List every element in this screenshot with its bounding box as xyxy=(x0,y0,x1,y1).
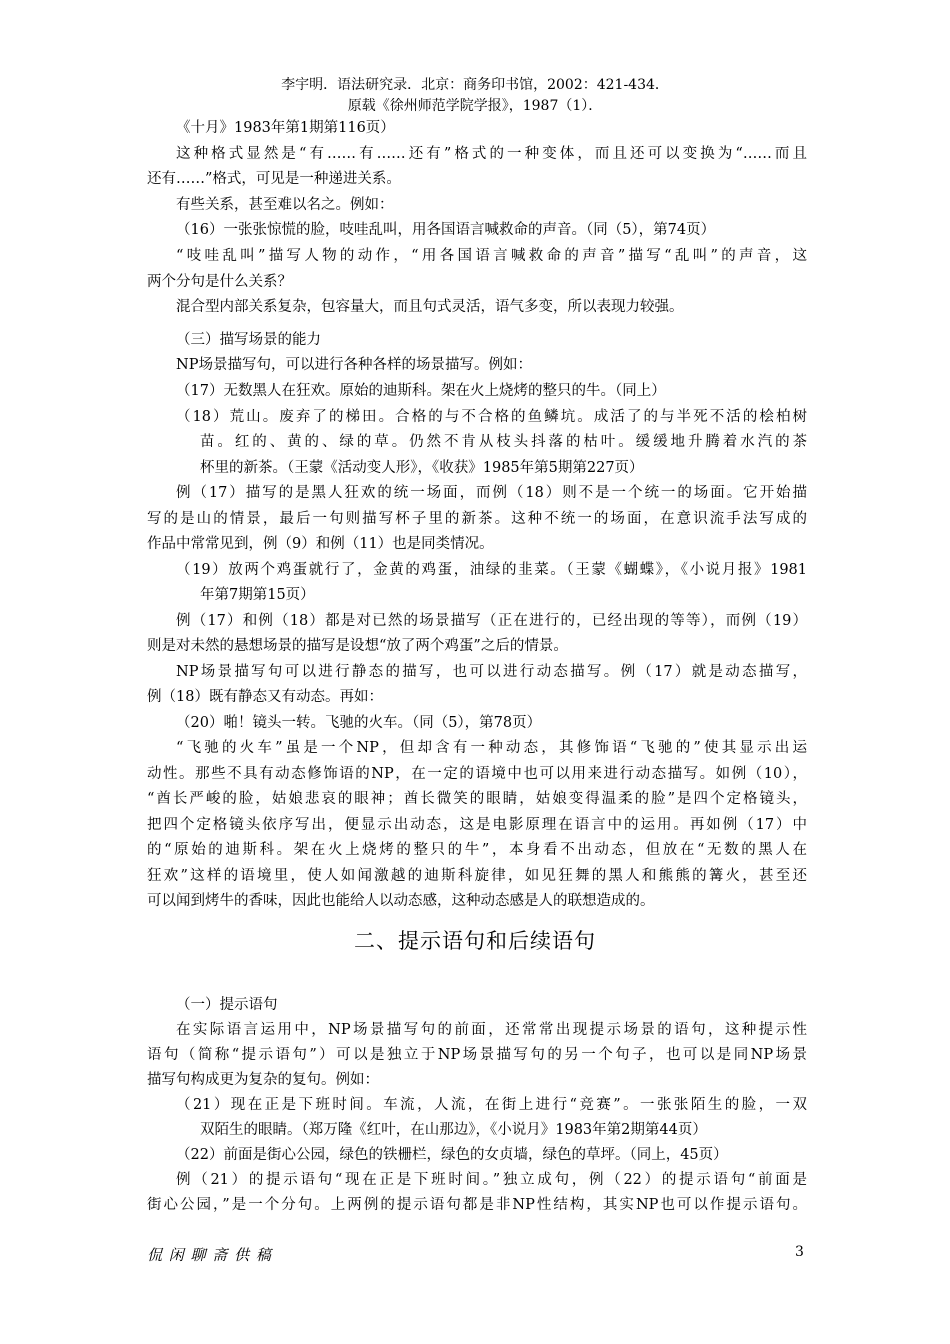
section-heading: 二、提示语句和后续语句 xyxy=(354,929,596,953)
text-line: 混合型内部关系复杂，包容量大，而且句式灵活，语气多变，所以表现力较强。 xyxy=(176,299,684,315)
text-line: 作品中常常见到，例（9）和例（11）也是同类情况。 xyxy=(147,536,494,552)
text-line: “酋长严峻的脸，姑娘悲哀的眼神；酋长微笑的眼睛，姑娘变得温柔的脸”是四个定格镜头， xyxy=(147,791,807,807)
footer-stamp: 侃 闲 聊 斋 供 稿 xyxy=(147,1246,272,1264)
example-line: （20）啪！镜头一转。飞驰的火车。（同（5），第78页） xyxy=(176,715,542,731)
text-line: NP场景描写句，可以进行各种各样的场景描写。例如： xyxy=(176,357,532,373)
text-line: 在实际语言运用中，NP场景描写句的前面，还常常出现提示场景的语句，这种提示性 xyxy=(176,1022,807,1038)
example-line: （17）无数黑人在狂欢。原始的迪斯科。架在火上烧烤的整只的牛。（同上） xyxy=(176,383,666,399)
example-line: 苗。红的、黄的、绿的草。仍然不肯从枝头抖落的枯叶。缓缓地升腾着水汽的茶 xyxy=(200,434,807,450)
example-line: （19）放两个鸡蛋就行了，金黄的鸡蛋，油绿的韭菜。（王蒙《蝴蝶》，《小说月报》1981 xyxy=(176,562,807,578)
text-line: 写的是山的情景，最后一句则描写杯子里的新茶。这种不统一的场面，在意识流手法写成的 xyxy=(147,511,807,527)
text-line: 这种格式显然是“有……有……还有”格式的一种变体，而且还可以变换为“……而且 xyxy=(176,146,807,162)
citation-line-2: 原载《徐州师范学院学报》，1987（1）． xyxy=(347,98,603,114)
text-line: 动性。那些不具有动态修饰语的NP，在一定的语境中也可以用来进行动态描写。如例（10）， xyxy=(147,766,807,782)
text-line: 描写句构成更为复杂的复句。例如： xyxy=(147,1072,379,1088)
text-line: 则是对未然的悬想场景的描写是设想“放了两个鸡蛋”之后的情景。 xyxy=(147,638,568,654)
example-line: （16）一张张惊慌的脸，吱哇乱叫，用各国语言喊救命的声音。（同（5），第74页） xyxy=(176,222,716,238)
citation-line-1: 李宇明．语法研究录．北京：商务印书馆，2002：421-434． xyxy=(281,77,669,93)
text-line: 把四个定格镜头依序写出，便显示出动态，这是电影原理在语言中的运用。再如例（17）中 xyxy=(147,817,807,833)
text-line: 例（17）和例（18）都是对已然的场景描写（正在进行的，已经出现的等等），而例（19） xyxy=(176,613,807,629)
example-line: （21）现在正是下班时间。车流，人流，在街上进行“竞赛”。一张张陌生的脸，一双 xyxy=(176,1097,807,1113)
example-line: （22）前面是街心公园，绿色的铁栅栏，绿色的女贞墙，绿色的草坪。（同上，45页） xyxy=(176,1147,728,1163)
text-line: 的“原始的迪斯科。架在火上烧烤的整只的牛”，本身看不出动态，但放在“无数的黑人在 xyxy=(147,842,807,858)
text-line: 狂欢”这样的语境里，使人如闻激越的迪斯科旋律，如见狂舞的黑人和熊熊的篝火，甚至还 xyxy=(147,868,807,884)
example-line: 年第7期第15页） xyxy=(200,587,315,603)
text-line: 例（21）的提示语句“现在正是下班时间。”独立成句，例（22）的提示语句“前面是 xyxy=(176,1172,807,1188)
subsection-heading: （三）描写场景的能力 xyxy=(176,332,321,348)
text-line: 例（18）既有静态又有动态。再如： xyxy=(147,689,383,705)
text-line: NP场景描写句可以进行静态的描写，也可以进行动态描写。例（17）就是动态描写， xyxy=(176,664,807,680)
text-line: 还有……”格式，可见是一种递进关系。 xyxy=(147,171,401,187)
text-line: 语句（简称“提示语句”）可以是独立于NP场景描写句的另一个句子，也可以是同NP场景 xyxy=(147,1047,807,1063)
text-line: “吱哇乱叫”描写人物的动作，“用各国语言喊救命的声音”描写“乱叫”的声音，这 xyxy=(176,248,807,264)
subsection-heading: （一）提示语句 xyxy=(176,997,278,1013)
text-line: 例（17）描写的是黑人狂欢的统一场面，而例（18）则不是一个统一的场面。它开始描 xyxy=(176,485,807,501)
page-number: 3 xyxy=(795,1244,804,1260)
example-line: 杯里的新茶。（王蒙《活动变人形》，《收获》1985年第5期第227页） xyxy=(200,460,644,476)
text-line: 街心公园，”是一个分句。上两例的提示语句都是非NP性结构，其实NP也可以作提示语句。 xyxy=(147,1197,807,1213)
example-line: （18）荒山。废弃了的梯田。合格的与不合格的鱼鳞坑。成活了的与半死不活的桧柏树 xyxy=(176,409,807,425)
text-line: 有些关系，甚至难以名之。例如： xyxy=(176,197,394,213)
text-line: 两个分句是什么关系？ xyxy=(147,274,292,290)
text-line: “飞驰的火车”虽是一个NP，但却含有一种动态，其修饰语“飞驰的”使其显示出运 xyxy=(176,740,807,756)
example-line: 双陌生的眼睛。（郑万隆《红叶，在山那边》，《小说月》1983年第2期第44页） xyxy=(200,1122,707,1138)
text-line: 《十月》1983年第1期第116页） xyxy=(176,120,395,136)
text-line: 可以闻到烤牛的香味，因此也能给人以动态感，这种动态感是人的联想造成的。 xyxy=(147,893,655,909)
